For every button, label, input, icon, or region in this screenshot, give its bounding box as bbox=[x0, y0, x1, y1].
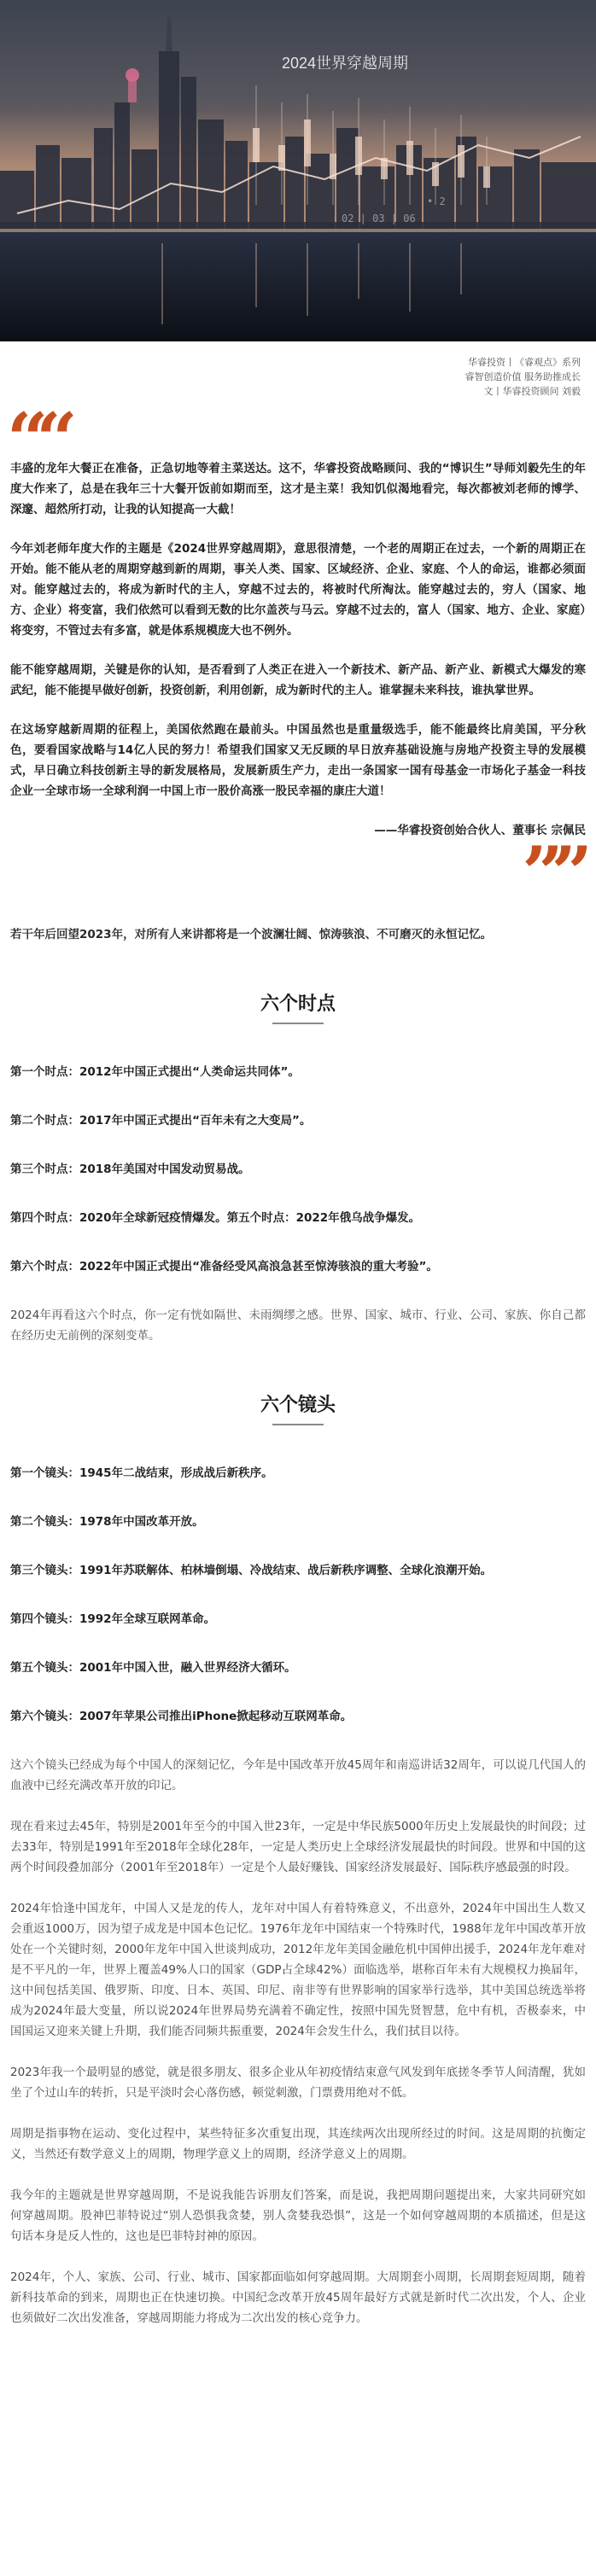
hero-image bbox=[0, 0, 596, 341]
list-item: 第四个镜头：1992年全球互联网革命。 bbox=[10, 1612, 216, 1626]
intro-paragraph: 在这场穿越新周期的征程上，美国依然跑在最前头。中国虽然也是重量级选手，能不能最终比肩美国，平分秋色，要看国家战略与14亿人民的努力！希望我们国家又无反顾的早日放弃基础设施与房地产投资主导的发展模式，早日确立科技创新主导的新发展格局，发展新质生产力，走出一条国家一国有母基金一市场化子基金一科技企业一全球市场一全球利润一中国上市一股价高涨一股民幸福的康庄大道！ bbox=[10, 723, 586, 798]
list-item: 第六个时点：2022年中国正式提出“准备经受风高浪急甚至惊涛骇浪的重大考验”。 bbox=[10, 1260, 438, 1273]
intro-paragraph: 今年刘老师年度大作的主题是《2024世界穿越周期》，意思很清楚，一个老的周期正在过去，一个新的周期正在开始。能不能从老的周期穿越到新的周期，事关人类、国家、区域经济、企业、家庭、个人的命运，谁都必须面对。能穿越过去的，将成为新时代的主人，穿越不过去的，将被时代所淘汰。能穿越过去的，穷人（国家、地方、企业）将变富，我们依然可以看到无数的比尔盖茨与马云。穿越不过去的，富人（国家、地方、企业、家庭）将变穷，不管过去有多富，就是体系规模庞大也不例外。 bbox=[10, 542, 586, 638]
open-quote-icon: ““ bbox=[7, 397, 66, 481]
list-item: 第四个时点：2020年全球新冠疫情爆发。第五个时点：2022年俄乌战争爆发。 bbox=[10, 1211, 421, 1225]
section-title-moments: 六个时点 bbox=[260, 994, 336, 1015]
body-paragraph: 2024年恰逢中国龙年，中国人又是龙的传人，龙年对中国人有着特殊意义，不出意外，2024年中国出生人数又会重返1000万，因为望子成龙是中国本色记忆。1976年龙年中国结束一个特殊时代，1988年龙年中国改革开放处在一个关键时刻，2000年龙年中国入世谈判成功，2012年龙年美国金融危机中国伸出援手，2024年龙年难对是不平凡的一年，世界上覆盖49%人口的国家（GDP占全球42%）面临选举，堪称百年未有大规模权力换届年，这中间包括美国、俄罗斯、印度、日本、英国、印尼、南非等有世界影响的国家举行选举，其中美国总统选举将成为2024年最大变量，所以说2024年世界局势充满着不确定性，按照中国先贤智慧，危中有机，否极泰来，中国国运又迎来关键上升期，我们能否同频共振重要，2024年会发生什么，我们拭目以待。 bbox=[10, 1902, 586, 2038]
hero-overlay-text: 2024世界穿越周期 bbox=[282, 55, 409, 72]
list-item: 第一个镜头：1945年二战结束，形成战后新秩序。 bbox=[10, 1466, 273, 1480]
list-item: 第六个镜头：2007年苹果公司推出iPhone掀起移动互联网革命。 bbox=[10, 1710, 353, 1723]
svg-text:02 | 03 | 06: 02 | 03 | 06 bbox=[342, 213, 416, 224]
moments-summary bbox=[0, 1305, 596, 1346]
intro-paragraph: 丰盛的龙年大餐正在准备，正急切地等着主菜送达。这不，华睿投资战略顾问、我的“博识生”导师刘毅先生的年度大作来了，总是在我年三十大餐开饭前如期而至，这才是主菜！我知饥似渴地看完，每次都被刘老师的博学、深邃、超然所打动，让我的认知提高一大截！ bbox=[10, 462, 586, 516]
svg-text:• 2: • 2 bbox=[427, 195, 446, 207]
list-item: 第二个时点：2017年中国正式提出“百年未有之大变局”。 bbox=[10, 1114, 312, 1128]
list-item: 第三个时点：2018年美国对中国发动贸易战。 bbox=[10, 1163, 250, 1176]
body-paragraph: 周期是指事物在运动、变化过程中，某些特征多次重复出现，其连续两次出现所经过的时间。这是周期的抗衡定义，当然还有数学意义上的周期，物理学意义上的周期，经济学意义上的周期。 bbox=[10, 2127, 586, 2161]
shots-body bbox=[0, 1755, 596, 2328]
body-paragraph: 2024年，个人、家族、公司、行业、城市、国家都面临如何穿越周期。大周期套小周期，长周期套短周期，随着新科技革命的到来，周期也正在快速切换。中国纪念改革开放45周年最好方式就是新时代二次出发，个人、企业也须做好二次出发准备，穿越周期能力将成为二次出发的核心竞争力。 bbox=[10, 2270, 586, 2325]
city-skyline-illustration bbox=[0, 0, 596, 341]
article-caption bbox=[0, 341, 596, 399]
body-paragraph: 2024年再看这六个时点，你一定有恍如隔世、未雨绸缪之感。世界、国家、城市、行业、公司、家族、你自己都在经历史无前例的深刻变革。 bbox=[10, 1308, 586, 1343]
section-divider bbox=[272, 1424, 324, 1425]
list-item: 第二个镜头：1978年中国改革开放。 bbox=[10, 1515, 204, 1529]
body-paragraph: 这六个镜头已经成为每个中国人的深刻记忆，今年是中国改革开放45周年和南巡讲话32周年，可以说几代国人的血液中已经充满改革开放的印记。 bbox=[10, 1758, 586, 1792]
intro-signature: ——华睿投资创始合伙人、董事长 宗佩民 bbox=[374, 824, 586, 837]
intro-paragraph: 能不能穿越周期，关键是你的认知，是否看到了人类正在进入一个新技术、新产品、新产业、新模式大爆发的寒武纪，能不能提早做好创新，投资创新，利用创新，成为新时代的主人。谁掌握未来科技，谁执掌世界。 bbox=[10, 663, 586, 697]
list-item: 第五个镜头：2001年中国入世，融入世界经济大循环。 bbox=[10, 1661, 296, 1675]
list-item: 第一个时点：2012年中国正式提出“人类命运共同体”。 bbox=[10, 1065, 300, 1079]
shots-list bbox=[0, 1463, 596, 1727]
body-paragraph: 现在看来过去45年，特别是2001年至今的中国入世23年，一定是中华民族5000年历史上发展最快的时间段；过去33年，特别是1991年至2018年全球化28年，一定是人类历史上全球经济发展最快的时间段。世界和中国的这两个时间段叠加部分（2001年至2018年）一定是个人最好赚钱、国家经济发展最好、国际秩序感最强的时段。 bbox=[10, 1820, 586, 1874]
body-paragraph: 2023年我一个最明显的感觉，就是很多朋友、很多企业从年初疫情结束意气风发到年底搓冬季节人间清醒，犹如坐了个过山车的转折，只是平淡时会心落伤感，顿觉刺激，门票费用绝对不低。 bbox=[10, 2066, 586, 2100]
close-quote-icon: ”” bbox=[522, 830, 581, 915]
list-item: 第三个镜头：1991年苏联解体、柏林墙倒塌、冷战结束、战后新秩序调整、全球化浪潮开始。 bbox=[10, 1564, 493, 1577]
caption-author: 文丨华睿投资顾问 刘毅 bbox=[483, 386, 581, 397]
caption-series: 华睿投资丨《睿观点》系列 bbox=[468, 357, 581, 368]
intro-quote bbox=[0, 458, 596, 841]
section-divider bbox=[272, 1023, 324, 1024]
moments-list bbox=[0, 1062, 596, 1277]
section-title-shots: 六个镜头 bbox=[260, 1395, 336, 1416]
caption-slogan: 睿智创造价值 服务助推成长 bbox=[465, 371, 581, 382]
body-paragraph: 我今年的主题就是世界穿越周期，不是说我能告诉朋友们答案，而是说，我把周期问题提出来，大家共同研究如何穿越周期。股神巴菲特说过“别人恐惧我贪婪，别人贪婪我恐惧”，这是一个如何穿越周期的本质描述，但是这句话本身是反人性的，这也是巴菲特封神的原因。 bbox=[10, 2188, 586, 2243]
lead-sentence: 若干年后回望2023年，对所有人来讲都将是一个波澜壮阔、惊涛骇浪、不可磨灭的永恒记忆。 bbox=[10, 928, 493, 941]
